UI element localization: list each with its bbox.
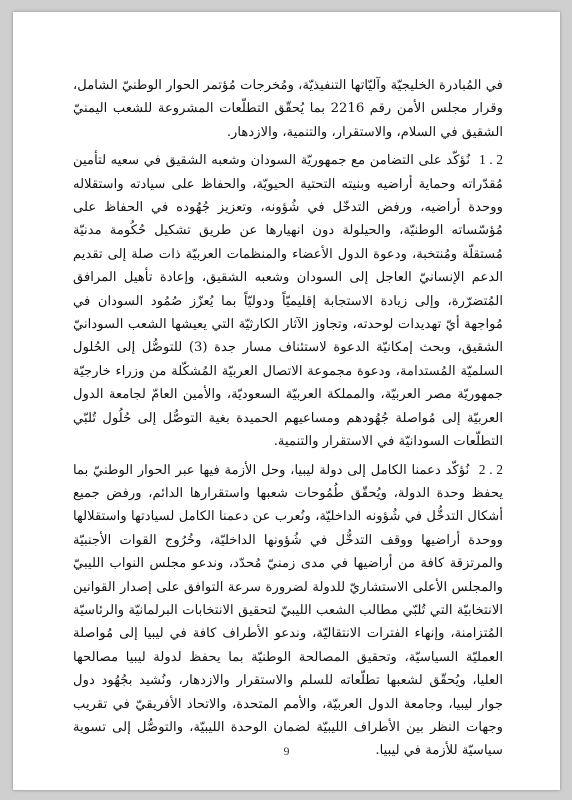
paragraph-2-2	[73, 458, 503, 763]
paragraph-number: 2 . 2	[478, 461, 504, 477]
document-page	[13, 12, 560, 790]
intro-paragraph: في المُبادرة الخليجيّة وآليّاتها التنفيذيّة، ومُخرجات مُؤتمر الحوار الوطنيّ الشامل، وقرار مجلس الأمن رقم 2216 بما يُحقّق التطلّعات المشروعة للشعب اليمنيّ الشقيق في السلام، والاستقرار، والتنمية، والازدهار.	[73, 78, 504, 140]
paragraph-2-1	[73, 148, 503, 453]
paragraph-number: 2 . 1	[479, 152, 503, 168]
paragraph-text: نُؤكّد على التضامن مع جمهوريّة السودان وشعبه الشقيق في سعيه لتأمين مُقدّراته وحماية أراضيه وبنيته التحتية الحيويّة، والحفاظ على سيادته واستقلاله ووحدة أراضيه، ورفض التدخّل في شُؤونه، وتعزيز جُهُوده في الحفاظ على مُؤسّساته الوطنيّة، والحيلولة دون انهيارها عن طريق تشكيل حُكُومة مدنيّة مُستقلّة ومُنتخبة، ودعوة الدول الأعضاء والمنظمات العربيّة ذات صلة إلى تقديم الدعم الإنسانيّ العاجل إلى السودان وشعبه الشقيق، وإعادة تأهيل المرافق المُتضرّرة، وإلى زيادة الاستجابة إقليميّاً ودوليّاً بما يُعزّز صُمُود السودان في مُواجهة أيّ تهديدات لوحدته، وتجاوز الآثار الكارثيّة التي يعيشها الشعب السودانيّ الشقيق، وبحث إمكانيّة الدعوة لاستئناف مسار جدة (3) للتوصُّل إلى الحُلول السلميّة المُستدامة، ودعوة مجموعة الاتصال العربيّة المُشكّلة من وزراء خارجيّة جمهوريّة مصر العربيّة، والمملكة العربيّة السعوديّة، والأمين العامّ لجامعة الدول العربيّة إلى مُواصلة جُهُودهم ومساعيهم الحميدة بغية التوصُّل إلى حُلُول تُلبّي التطلّعات السودانيّة في الاستقرار والتنمية.	[73, 153, 503, 450]
document-body	[73, 74, 503, 763]
paragraph-text: نُؤكّد دعمنا الكامل إلى دولة ليبيا، وحل الأزمة فيها عبر الحوار الوطنيّ بما يحفظ وحدة الدولة، ويُحقّق طُمُوحات شعبها واستقرارها الدائم، ورفض جميع أشكال التدخُّل في شُؤونه الداخليّة، ونُعرب عن دعمنا الكامل لسيادتها واستقلالها ووحدة أراضيها ووقف التدخُّل في شُؤونها الداخليّة، وخُرُوج القوات الأجنبيّة والمرتزقة كافة من أراضيها في مدى زمنيّ مُحدّد، وندعو مجلس النواب الليبيّ والمجلس الأعلى الاستشاريّ للدولة لضرورة سرعة التوافق على إصدار القوانين الانتخابيّة التي تُلبّي مطالب الشعب الليبيّ لتحقيق الانتخابات البرلمانيّة والرئاسيّة المُتزامنة، وإنهاء الفترات الانتقاليّة، وندعو الأطراف كافة في ليبيا إلى مُواصلة العمليّة السياسيّة، وتحقيق المصالحة الوطنيّة بما يحفظ لدولة ليبيا مصالحها العليا، ويُحقّق لشعبها تطلّعاته للسلم والاستقرار والازدهار، ونُشيد بجُهُود دول جوار ليبيا، وجامعة الدول العربيّة، والأمم المتحدة، والاتحاد الأفريقيّ في تقريب وجهات النظر بين الأطراف الليبيّة لضمان الوحدة الليبيّة، والتوصُّل إلى تسوية سياسيّة للأزمة في ليبيا.	[73, 462, 503, 759]
page-number: 9	[283, 744, 290, 758]
